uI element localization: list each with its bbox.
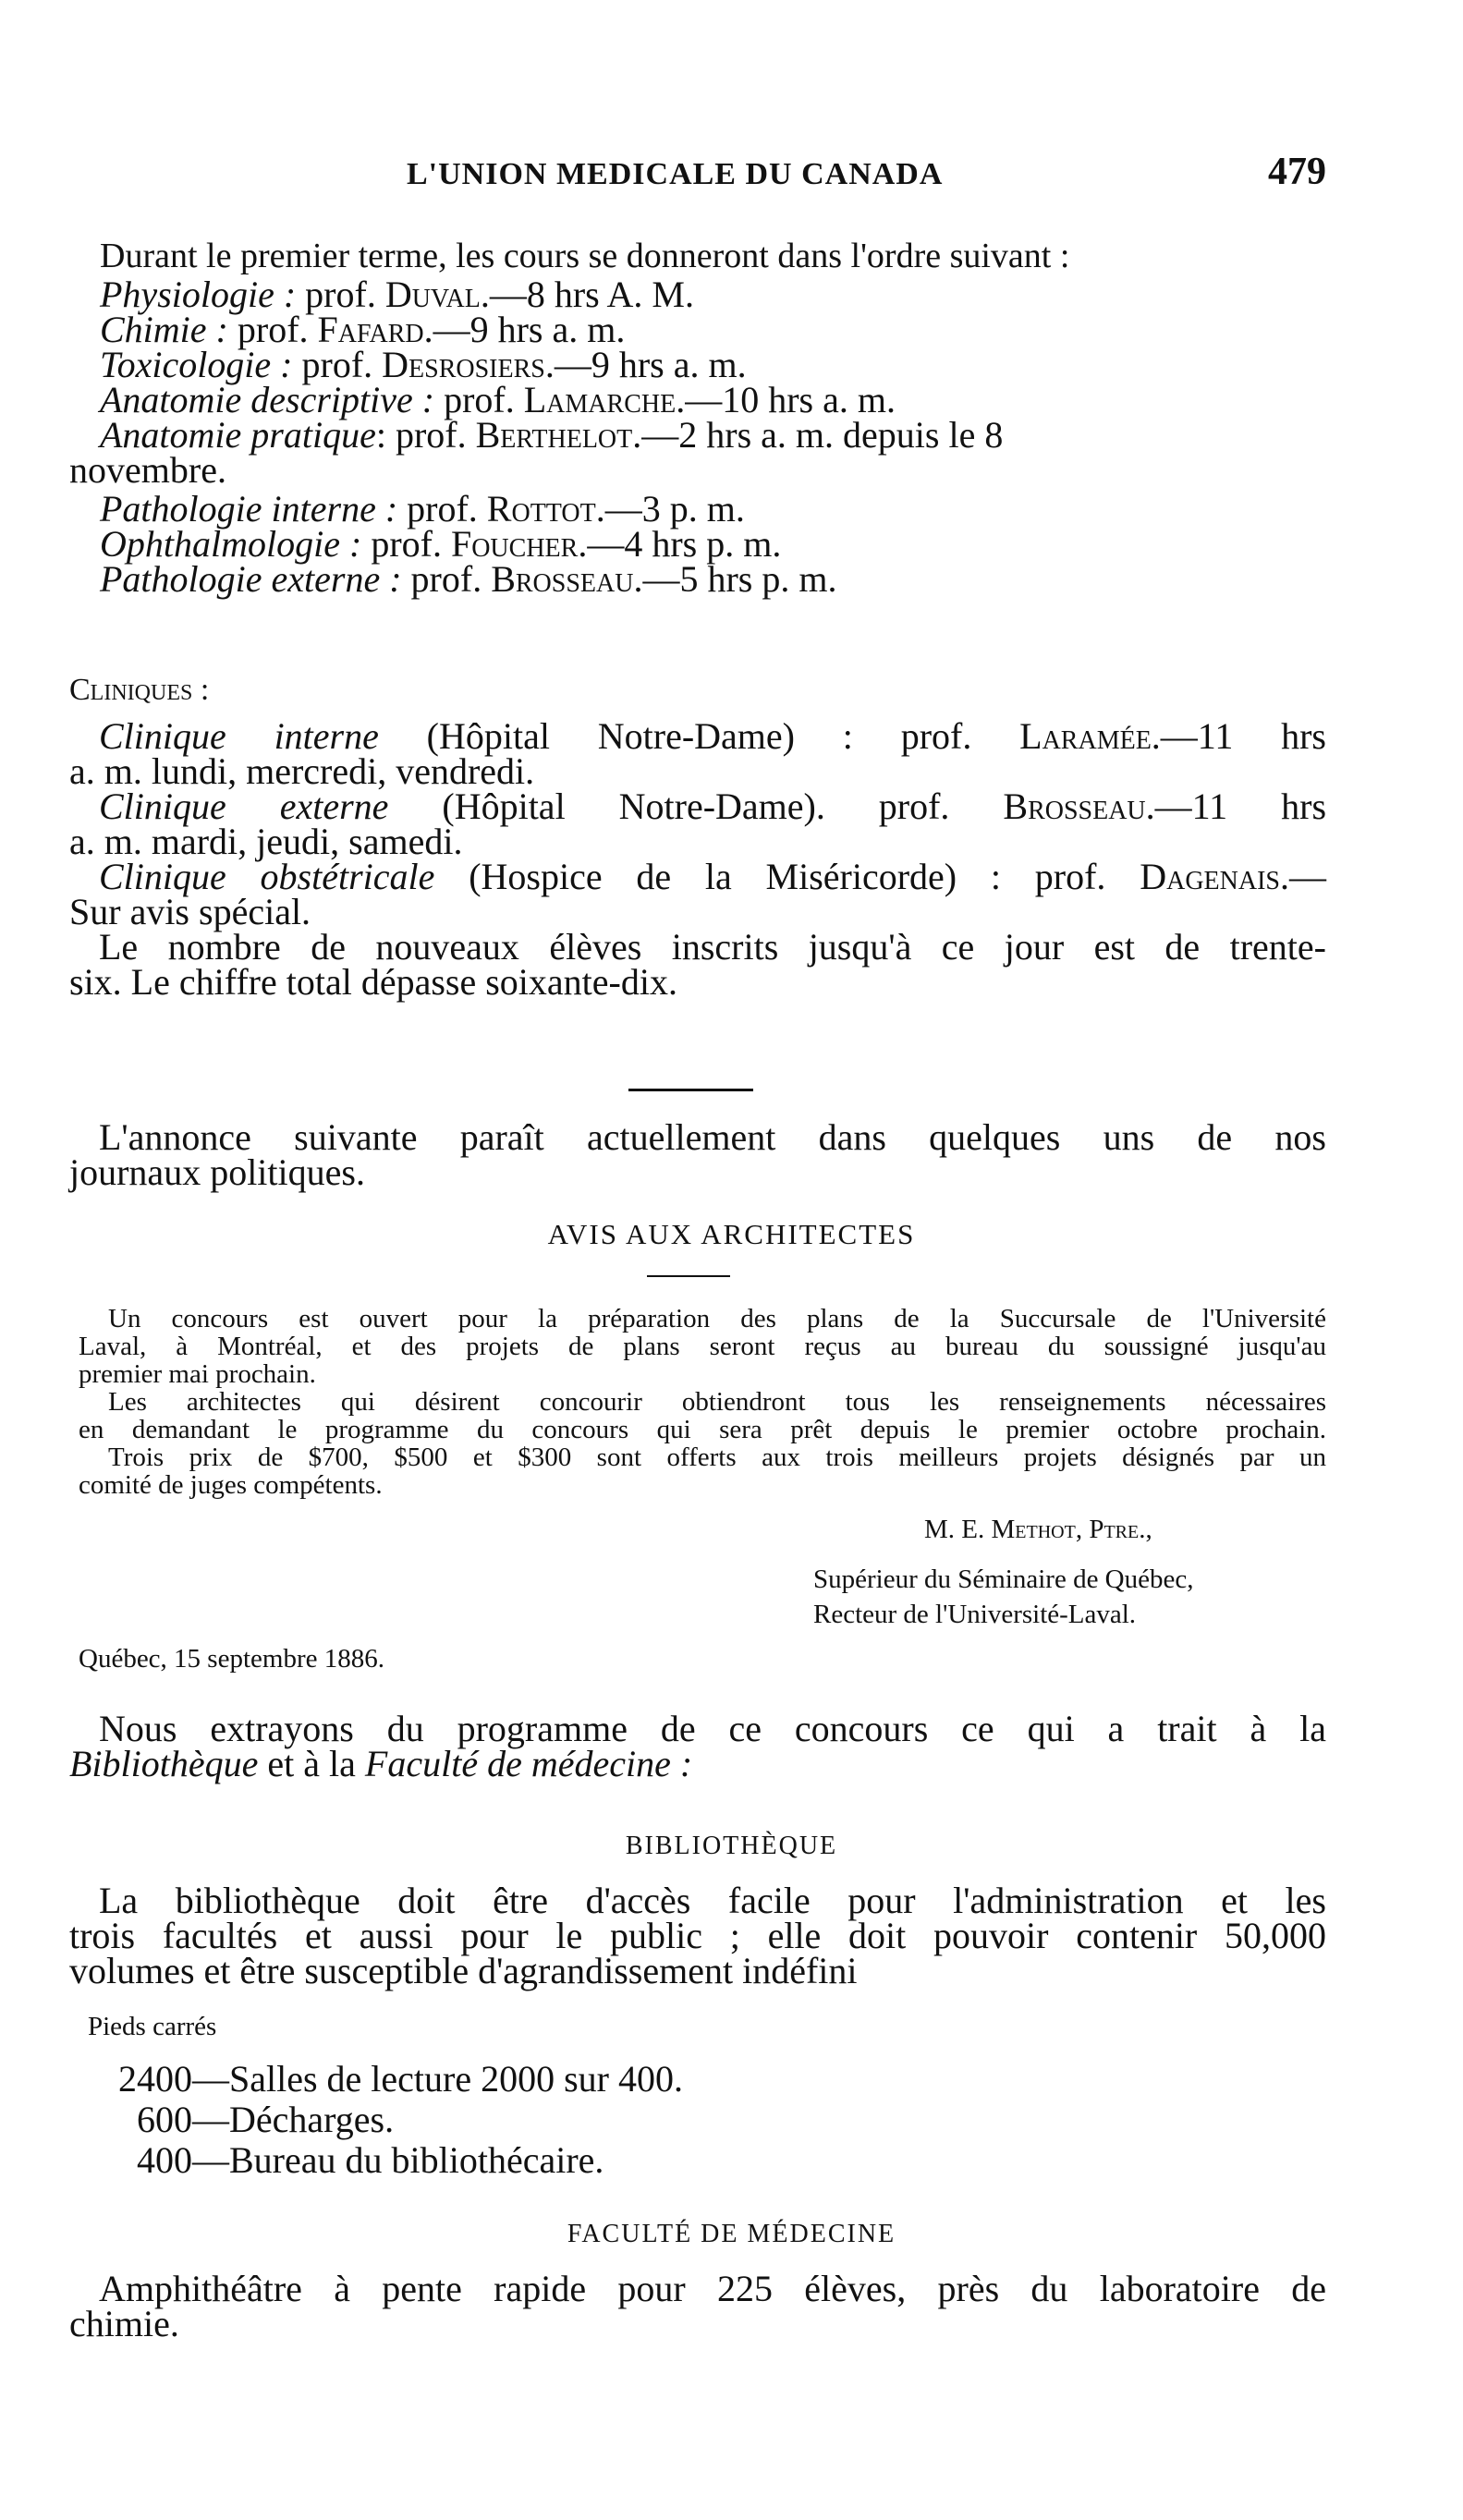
avis-line: Un concours est ouvert pour la préparation des plans de la Succursale de l'Université — [108, 1304, 1326, 1333]
clinique-time: .—11 hrs — [1145, 785, 1327, 827]
course-subject: Pathologie interne : — [100, 488, 398, 530]
list-item: 400—Bureau du bibliothécaire. — [137, 2139, 604, 2181]
course-line — [100, 558, 1329, 600]
clinique-days: a. m. mardi, jeudi, samedi. — [69, 821, 463, 862]
course-subject: Toxicologie : — [100, 344, 293, 385]
bibliotheque-line: trois facultés et aussi pour le public ; elle doit pouvoir contenir 50,000 — [69, 1915, 1326, 1956]
course-prof: prof. — [301, 344, 373, 385]
extrait-mid: et à la — [267, 1743, 356, 1784]
course-prof: prof. — [410, 558, 482, 600]
course-professor-name: Brosseau — [491, 558, 634, 600]
course-professor-name: Berthelot — [475, 414, 633, 456]
course-line — [100, 344, 1329, 385]
cliniques-list — [69, 715, 1327, 1003]
avis-signature — [924, 1516, 1331, 1543]
faculte-line: chimie. — [69, 2303, 179, 2344]
clinique-line — [69, 715, 1326, 757]
bibliotheque-paragraph — [69, 1880, 1326, 1991]
course-line — [100, 488, 1329, 530]
extrait-line: Nous extrayons du programme de ce concours ce qui a trait à la — [99, 1708, 1326, 1749]
course-time: .—8 hrs A. M. — [480, 274, 694, 315]
clinique-title: Clinique externe — [99, 785, 389, 827]
extrait-emphasis: Faculté de médecine : — [364, 1743, 693, 1784]
schedule-section — [100, 238, 1329, 274]
course-professor-name: Duval — [384, 274, 481, 315]
avis-line: Laval, à Montréal, et des projets de plans seront reçus au bureau du soussigné jusqu'au — [79, 1332, 1326, 1361]
bibliotheque-items — [118, 2059, 950, 2181]
course-prof: prof. — [444, 379, 515, 420]
list-item: 2400—Salles de lecture 2000 sur 400. — [118, 2058, 683, 2100]
course-prof: prof. — [237, 309, 309, 350]
faculte-line: Amphithéâtre à pente rapide pour 225 élèves, près du laboratoire de — [99, 2268, 1326, 2309]
page-number: 479 — [1268, 151, 1326, 193]
course-prof: prof. — [407, 488, 478, 530]
clinique-line — [69, 785, 1327, 827]
extrait-emphasis: Bibliothèque — [69, 1743, 259, 1784]
course-time: .—2 hrs a. m. depuis le 8 — [632, 414, 1004, 456]
running-title: L'UNION MEDICALE DU CANADA — [407, 157, 944, 191]
clinique-location: (Hôpital Notre-Dame) : prof. — [426, 715, 972, 757]
course-time: .—3 p. m. — [595, 488, 745, 530]
course-professor-name: Foucher — [450, 523, 579, 565]
course-subject: Anatomie pratique — [100, 414, 376, 456]
course-professor-name: Rottot — [486, 488, 596, 530]
clinique-title: Clinique obstétricale — [99, 856, 435, 897]
course-time: .—9 hrs a. m. — [544, 344, 747, 385]
clinique-professor-name: Dagenais — [1140, 856, 1280, 897]
course-time: .—4 hrs p. m. — [578, 523, 782, 565]
course-time: .—5 hrs p. m. — [633, 558, 837, 600]
clinique-time: .— — [1280, 856, 1326, 897]
clinique-location: (Hôpital Notre-Dame). prof. — [442, 785, 950, 827]
course-subject: Ophthalmologie : — [100, 523, 362, 565]
signature-title: Recteur de l'Université-Laval. — [813, 1600, 1137, 1629]
course-prof: prof. — [305, 274, 376, 315]
bibliotheque-line: La bibliothèque doit être d'accès facile pour l'administration et les — [99, 1880, 1326, 1921]
course-subject: Pathologie externe : — [100, 558, 402, 600]
course-subject: Chimie : — [100, 309, 228, 350]
course-line — [100, 309, 1329, 350]
annonce-line: L'annonce suivante paraît actuellement dans quelques uns de nos — [99, 1116, 1326, 1158]
avis-line: comité de juges compétents. — [79, 1470, 383, 1500]
avis-line: en demandant le programme du concours qui sera prêt depuis le premier octobre prochain. — [79, 1415, 1326, 1444]
annonce-paragraph — [69, 1116, 1326, 1193]
bibliotheque-heading: BIBLIOTHÈQUE — [625, 1832, 838, 1860]
enrollment-line: Le nombre de nouveaux élèves inscrits jusqu'à ce jour est de trente- — [99, 926, 1326, 968]
separator-rule — [628, 1089, 753, 1091]
cliniques-section — [69, 673, 1326, 708]
continuation-text: novembre. — [69, 449, 226, 491]
avis-body — [79, 1305, 1326, 1499]
avis-date-text: Québec, 15 septembre 1886. — [79, 1644, 384, 1674]
course-professor-name: Fafard — [317, 309, 424, 350]
course-professor-name: Desrosiers — [382, 344, 545, 385]
course-line — [100, 414, 1329, 456]
avis-line: Les architectes qui désirent concourir obtiendront tous les renseignements nécessaires — [108, 1387, 1326, 1417]
extrait-line — [69, 1743, 1326, 1784]
pieds-carres-label: Pieds carrés — [88, 2012, 217, 2041]
clinique-professor-name: Brosseau — [1003, 785, 1146, 827]
enrollment-line: six. Le chiffre total dépasse soixante-dix. — [69, 961, 677, 1003]
course-subject: Physiologie : — [100, 274, 297, 315]
course-prof: : prof. — [375, 414, 467, 456]
cliniques-heading: Cliniques : — [69, 673, 210, 707]
avis-heading: AVIS AUX ARCHITECTES — [547, 1218, 916, 1250]
annonce-line: journaux politiques. — [69, 1151, 365, 1193]
page-header — [0, 146, 1463, 201]
avis-date — [79, 1645, 633, 1673]
course-line — [100, 523, 1329, 565]
course-time: .—10 hrs a. m. — [676, 379, 896, 420]
clinique-days: a. m. lundi, mercredi, vendredi. — [69, 750, 535, 792]
signature-name: M. E. Methot, Ptre., — [924, 1515, 1152, 1544]
course-list — [100, 274, 1329, 456]
course-line — [100, 274, 1329, 315]
faculte-heading: FACULTÉ DE MÉDECINE — [567, 2220, 896, 2248]
avis-line: Trois prix de $700, $500 et $300 sont offerts aux trois meilleurs projets désignés par un — [108, 1443, 1326, 1472]
avis-rule — [647, 1275, 730, 1277]
bibliotheque-line: volumes et être susceptible d'agrandissement indéfini — [69, 1950, 858, 1991]
clinique-professor-name: Laramée — [1019, 715, 1152, 757]
signature-title: Supérieur du Séminaire de Québec, — [813, 1564, 1194, 1594]
course-prof: prof. — [371, 523, 442, 565]
avis-signature-titles — [813, 1562, 1331, 1632]
avis-line: premier mai prochain. — [79, 1359, 316, 1389]
schedule-intro: Durant le premier terme, les cours se donneront dans l'ordre suivant : — [100, 237, 1070, 275]
course-subject: Anatomie descriptive : — [100, 379, 435, 420]
clinique-location: (Hospice de la Miséricorde) : prof. — [469, 856, 1106, 897]
course-professor-name: Lamarche — [523, 379, 677, 420]
course-line — [100, 379, 1329, 420]
clinique-line — [69, 856, 1326, 897]
list-item: 600—Décharges. — [137, 2099, 395, 2140]
extrait-paragraph — [69, 1708, 1326, 1784]
course-list-2 — [100, 488, 1329, 600]
clinique-title: Clinique interne — [99, 715, 379, 757]
faculte-paragraph — [69, 2268, 1326, 2344]
clinique-days: Sur avis spécial. — [69, 891, 311, 932]
course-time: .—9 hrs a. m. — [423, 309, 626, 350]
schedule-continuation — [69, 449, 1326, 491]
clinique-time: .—11 hrs — [1151, 715, 1326, 757]
pieds-label — [88, 2013, 457, 2040]
